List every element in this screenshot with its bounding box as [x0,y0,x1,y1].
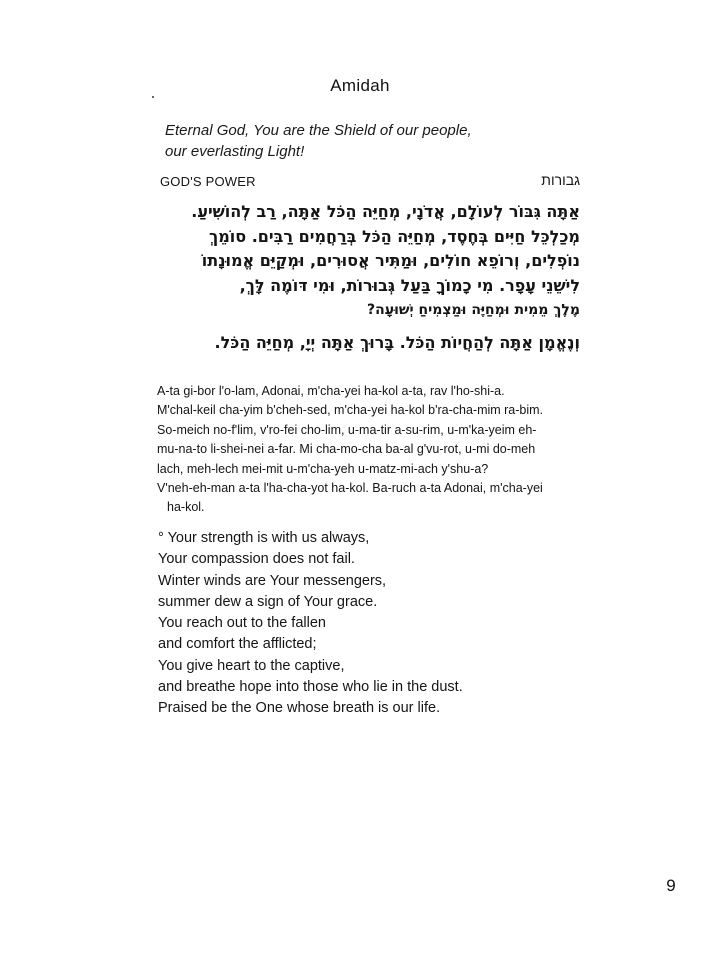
section-title-hebrew: גבורות [541,172,580,188]
transliteration [157,382,597,518]
poem-line: and comfort the afflicted; [158,636,317,653]
transliteration-line: lach, meh-lech mei-mit u-m'cha-yeh u-matz-mi-ach y'shu-a? [157,461,489,476]
hebrew-line: וְנֶאֱמָן אַתָּה לְהַחֲיוֹת הַכֹּל. בָּרוּךְ אַתָּה יְיָ, מְחַיֵּה הַכֹּל. [214,332,580,352]
english-poem [158,528,578,720]
tagline [165,120,585,162]
transliteration-line: mu-na-to li-shei-nei a-far. Mi cha-mo-cha ba-al g'vu-rot, u-mi do-meh [157,442,536,457]
scan-speck [152,96,154,98]
transliteration-line: M'chal-keil cha-yim b'cheh-sed, m'cha-yei ha-kol b'ra-cha-mim ra-bim. [157,403,544,418]
poem-line: You give heart to the captive, [158,657,345,674]
poem-line: ° Your strength is with us always, [158,530,370,546]
poem-line: Praised be the One whose breath is our life. [158,700,441,717]
hebrew-line: לִישֵׁנֵי עָפָר. מִי כָמוֹךָ בַּעַל גְּבוּרוֹת, וּמִי דּוֹמֶה לָּךְ, [239,275,580,295]
poem-line: and breathe hope into those who lie in the dust. [158,679,463,696]
transliteration-line: ha-kol. [167,500,205,515]
transliteration-line: A-ta gi-bor l'o-lam, Adonai, m'cha-yei ha-kol a-ta, rav l'ho-shi-a. [157,384,505,398]
hebrew-line: נוֹפְלִים, וְרוֹפֵא חוֹלִים, וּמַתִּיר אֲסוּרִים, וּמְקַיֵּם אֱמוּנָתוֹ [201,251,580,270]
transliteration-line: So-meich no-f'lim, v'ro-fei cho-lim, u-ma-tir a-su-rim, u-m'ka-yeim eh- [157,422,537,437]
tagline-line: Eternal God, You are the Shield of our people, [165,122,472,139]
section-header [160,174,580,194]
poem-line: You reach out to the fallen [158,615,326,632]
page-number: 9 [666,876,676,895]
page-title: Amidah [330,76,390,95]
section-title: GOD'S POWER [160,174,256,189]
hebrew-line: מְכַלְכֵּל חַיִּים בְּחֶסֶד, מְחַיֵּה הַכֹּל בְּרַחֲמִים רַבִּים. סוֹמֵךְ [208,226,580,246]
tagline-line: our everlasting Light! [165,143,305,160]
poem-line: Your compassion does not fail. [158,551,355,568]
poem-line: Winter winds are Your messengers, [158,572,387,589]
hebrew-prayer [160,200,580,355]
hebrew-line: מֶלֶךְ מֵמִית וּמְחַיֶּה וּמַצְמִיחַ יְשׁוּעָה? [367,302,580,318]
hebrew-line: אַתָּה גִּבּוֹר לְעוֹלָם, אֲדֹנָי, מְחַיֵּה הַכֹּל אַתָּה, רַב לְהוֹשִׁיעַ. [191,202,580,221]
transliteration-line: V'neh-eh-man a-ta l'ha-cha-yot ha-kol. Ba-ruch a-ta Adonai, m'cha-yei [157,480,543,495]
poem-line: summer dew a sign of Your grace. [158,593,378,610]
